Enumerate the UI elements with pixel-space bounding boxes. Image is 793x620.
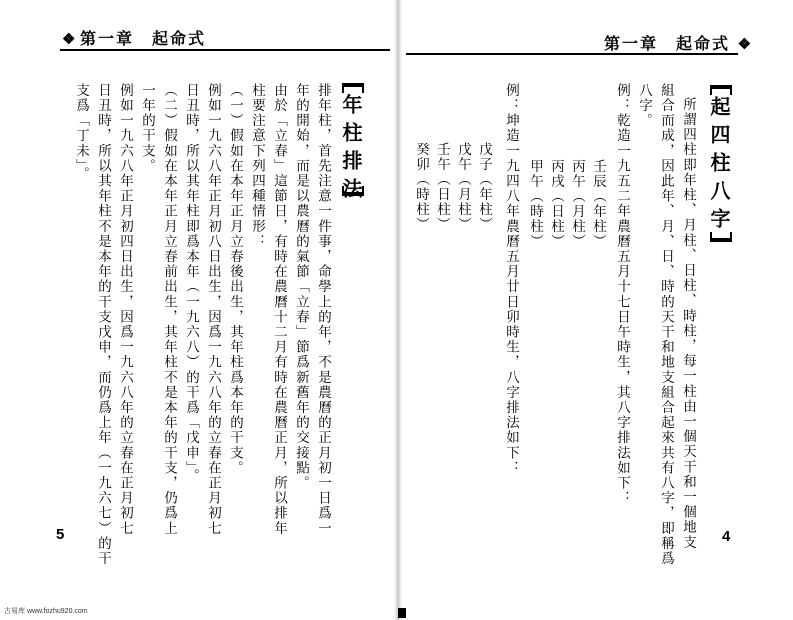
example2-pillar-hour: 癸卯（時柱） xyxy=(413,142,429,233)
example2-pillar-day: 壬午（日柱） xyxy=(434,142,450,233)
left-text-col-2: 年的開始，而是以農曆的氣節「立春」節爲新舊年的交接點。 xyxy=(293,83,309,491)
footer-watermark: 古易库 www.fozhu920.com xyxy=(4,608,88,615)
example1-pillar-day: 丙戌（日柱） xyxy=(548,159,564,250)
left-header-rule xyxy=(60,49,390,51)
right-page-title: 起四柱八字 xyxy=(707,96,731,236)
right-header-rule xyxy=(406,53,738,55)
example1-pillar-hour: 甲午（時柱） xyxy=(527,159,543,250)
title-bracket-bottom xyxy=(710,232,732,242)
right-header xyxy=(604,31,748,54)
left-text-col-7: 日丑時，所以其年柱即爲本年（一九六八）的干爲「戊申」。 xyxy=(183,83,199,484)
right-page-number: 4 xyxy=(722,528,731,545)
right-text-col-2: 組合而成，因此年、月、日、時的天干和地支組合起來共有八字，即稱爲 xyxy=(658,83,674,567)
left-page-number: 5 xyxy=(56,526,65,543)
right-text-col-4: 例：乾造一九五二年農曆五月十七日午時生，其八字排法如下： xyxy=(614,83,630,506)
diamond-icon: ❖ xyxy=(62,30,73,48)
left-text-col-1: 排年柱，首先注意一件事，命學上的年，不是農曆的正月初一日爲一 xyxy=(315,83,331,536)
left-text-col-11: 日丑時，所以其年柱不是本年的干支戊申，而仍爲上年（一九六七）的干 xyxy=(95,83,111,567)
left-text-col-8: （二）假如在本年正月立春前出生，其年柱不是本年的干支，仍爲上 xyxy=(161,83,177,536)
left-header xyxy=(62,26,206,49)
diamond-icon: ❖ xyxy=(737,35,749,53)
left-text-col-12: 支爲「丁未」。 xyxy=(73,83,89,182)
example1-pillar-year: 壬辰（年柱） xyxy=(590,159,606,250)
left-text-col-6: 例如一九六八年正月初八日出生，因爲一九六八年的立春在正月初七 xyxy=(205,83,221,536)
title-bracket-bottom xyxy=(342,186,364,196)
left-text-col-10: 例如一九六八年正月初四日出生，因爲一九六八年的立春在正月初七 xyxy=(117,83,133,536)
binding-mark xyxy=(398,608,406,618)
title-bracket-top xyxy=(342,83,364,93)
example2-pillar-month: 戊午（月柱） xyxy=(455,142,471,233)
left-page-title: 年柱排法 xyxy=(339,94,363,206)
title-bracket-top xyxy=(710,85,732,95)
left-text-col-4: 柱要注意下列四種情形： xyxy=(249,83,265,250)
left-text-col-5: （一）假如在本年正月立春後出生，其年柱爲本年的干支。 xyxy=(227,83,243,476)
right-text-col-5: 例：坤造一九四八年農曆五月廿日卯時生，八字排法如下： xyxy=(503,83,519,476)
right-text-col-3: 八字。 xyxy=(636,83,652,129)
left-text-col-9: 一年的干支。 xyxy=(139,83,155,174)
right-text-col-1: 所謂四柱即年柱、月柱、日柱、時柱，每一柱由一個天干和一個地支 xyxy=(680,97,696,550)
right-header-title: 第一章 起命式 xyxy=(604,34,731,53)
example2-pillar-year: 戊子（年柱） xyxy=(476,142,492,233)
left-text-col-3: 由於「立春」這節日，有時在農曆十二月有時在農曆正月，所以排年 xyxy=(271,83,287,536)
example1-pillar-month: 丙午（月柱） xyxy=(569,159,585,250)
left-header-title: 第一章 起命式 xyxy=(80,29,207,48)
book-spine xyxy=(394,0,402,620)
